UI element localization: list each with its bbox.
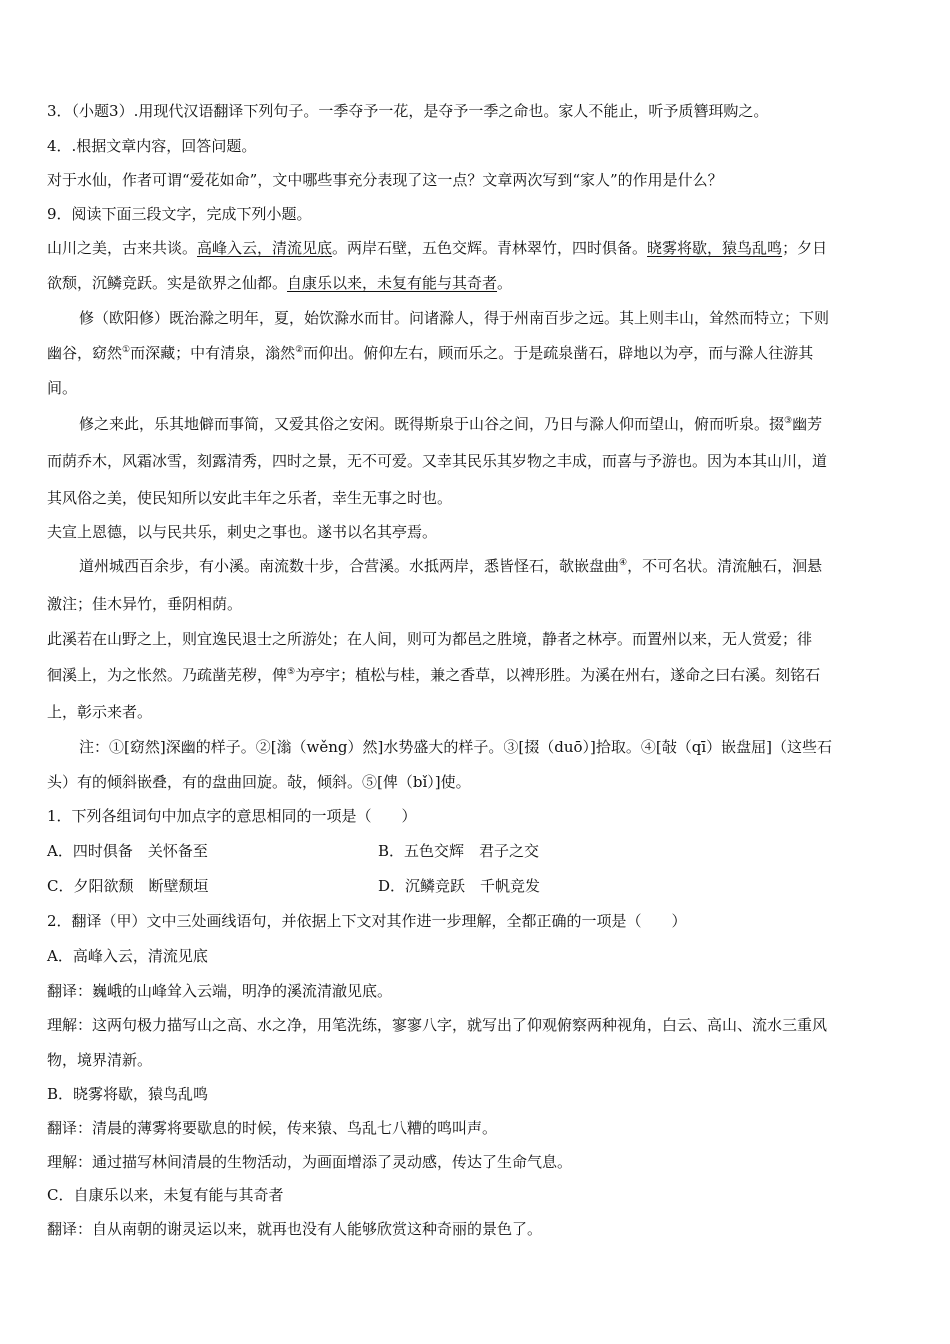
sq2-b-understanding: 理解：通过描写林间清晨的生物活动，为画面增添了灵动感，传达了生命气息。 bbox=[47, 1153, 573, 1171]
yi-p1-line-1: 修（欧阳修）既治滁之明年，夏，始饮滁水而甘。问诸滁人，得于州南百步之远。其上则丰山，耸然而特立；下则 bbox=[79, 309, 830, 327]
q3-prompt: 3．（小题3）.用现代汉语翻译下列句子。一季夺予一花，是夺予一季之命也。家人不能止，听予质簪珥购之。 bbox=[47, 102, 769, 120]
sq2-a-head: A．高峰入云，清流见底 bbox=[47, 947, 208, 965]
sq2-a-translation: 翻译：巍峨的山峰耸入云端，明净的溪流清澈见底。 bbox=[47, 982, 393, 1000]
jia-line-2: 欲颓，沉鳞竞跃。实是欲界之仙都。自康乐以来，未复有能与其奇者。 bbox=[47, 274, 513, 292]
bing-p2-line-1: 此溪若在山野之上，则宜逸民退士之所游处；在人间，则可为都邑之胜境，静者之林亭。而置州以来，无人赏爱；徘 bbox=[47, 630, 813, 648]
q9-title: 9．阅读下面三段文字，完成下列小题。 bbox=[47, 205, 312, 223]
q4-title: 4．.根据文章内容，回答问题。 bbox=[47, 137, 257, 155]
yi-p1-line-2: 幽谷，窈然①而深藏；中有清泉，滃然②而仰出。俯仰左右，顾而乐之。于是疏泉凿石，辟地以为亭，而与滁人往游其 bbox=[47, 344, 814, 362]
yi-p2-line-2: 而荫乔木，风霜冰雪，刻露清秀，四时之景，无不可爱。又幸其民乐其岁物之丰成，而喜与予游也。因为本其山川，道 bbox=[47, 452, 828, 470]
sq2-b-head: B．晓雾将歇，猿鸟乱鸣 bbox=[47, 1085, 209, 1103]
notes-line-1: 注：①[窈然]深幽的样子。②[滃（wěng）然]水势盛大的样子。③[掇（duō）]拾取。④[敧（qī）嵌盘屈]（这些石 bbox=[79, 738, 832, 756]
bing-p1-line-2: 激注；佳木异竹，垂阴相荫。 bbox=[47, 595, 243, 613]
bing-p1-line-1: 道州城西百余步，有小溪。南流数十步，合营溪。水抵两岸，悉皆怪石，欹嵌盘曲④，不可名状。清流触石，洄悬 bbox=[79, 557, 823, 575]
bing-p2-line-2: 徊溪上，为之怅然。乃疏凿芜秽，俾⑤为亭宇；植松与桂，兼之香草，以裨形胜。为溪在州右，遂命之曰右溪。刻铭石 bbox=[47, 666, 821, 684]
sq1-title: 1．下列各组词句中加点字的意思相同的一项是（ ） bbox=[47, 807, 417, 825]
yi-p1-line-3: 间。 bbox=[47, 379, 78, 397]
note-marker-5: ⑤ bbox=[287, 667, 296, 677]
q4-body: 对于水仙，作者可谓“爱花如命”，文中哪些事充分表现了这一点？文章两次写到“家人”的作用是什么？ bbox=[47, 171, 723, 189]
underlined-sentence-3: 自康乐以来，未复有能与其奇者 bbox=[287, 274, 498, 292]
sq2-title: 2．翻译（甲）文中三处画线语句，并依据上下文对其作进一步理解，全都正确的一项是（ ） bbox=[47, 912, 687, 930]
yi-p2-line-3: 其风俗之美，使民知所以安此丰年之乐者，幸生无事之时也。 bbox=[47, 489, 453, 507]
sq1-option-c: C．夕阳欲颓 断壁颓垣 bbox=[47, 877, 209, 895]
sq2-a-understanding-1: 理解：这两句极力描写山之高、水之净，用笔洗练，寥寥八字，就写出了仰观俯察两种视角，白云、高山、流水三重风 bbox=[47, 1016, 828, 1034]
sq1-option-d: D．沉鳞竞跃 千帆竞发 bbox=[378, 877, 541, 895]
yi-p3-line-1: 夫宣上恩德，以与民共乐，刺史之事也。遂书以名其亭焉。 bbox=[47, 523, 438, 541]
sq1-option-a: A．四时俱备 关怀备至 bbox=[47, 842, 208, 860]
note-marker-1: ① bbox=[122, 345, 131, 355]
sq2-b-translation: 翻译：清晨的薄雾将要歇息的时候，传来猿、鸟乱七八糟的鸣叫声。 bbox=[47, 1119, 498, 1137]
sq2-c-head: C．自康乐以来，未复有能与其奇者 bbox=[47, 1186, 284, 1204]
underlined-sentence-1: 高峰入云，清流见底 bbox=[197, 239, 333, 257]
sq1-option-b: B．五色交辉 君子之交 bbox=[378, 842, 540, 860]
note-marker-3: ③ bbox=[784, 416, 793, 426]
bing-p2-line-3: 上，彰示来者。 bbox=[47, 703, 153, 721]
sq2-a-understanding-2: 物，境界清新。 bbox=[47, 1051, 153, 1069]
note-marker-4: ④ bbox=[619, 558, 628, 568]
notes-line-2: 头）有的倾斜嵌叠，有的盘曲回旋。敧，倾斜。⑤[俾（bǐ）]使。 bbox=[47, 773, 471, 791]
yi-p2-line-1: 修之来此，乐其地僻而事简，又爱其俗之安闲。既得斯泉于山谷之间，乃日与滁人仰而望山，俯而听泉。掇③幽芳 bbox=[79, 415, 823, 433]
underlined-sentence-2: 晓雾将歇，猿鸟乱鸣 bbox=[647, 239, 783, 257]
jia-line-1: 山川之美，古来共谈。高峰入云，清流见底。两岸石壁，五色交辉。青林翠竹，四时俱备。晓雾将歇，猿鸟乱鸣；夕日 bbox=[47, 239, 828, 257]
sq2-c-translation: 翻译：自从南朝的谢灵运以来，就再也没有人能够欣赏这种奇丽的景色了。 bbox=[47, 1220, 543, 1238]
note-marker-2: ② bbox=[295, 345, 304, 355]
